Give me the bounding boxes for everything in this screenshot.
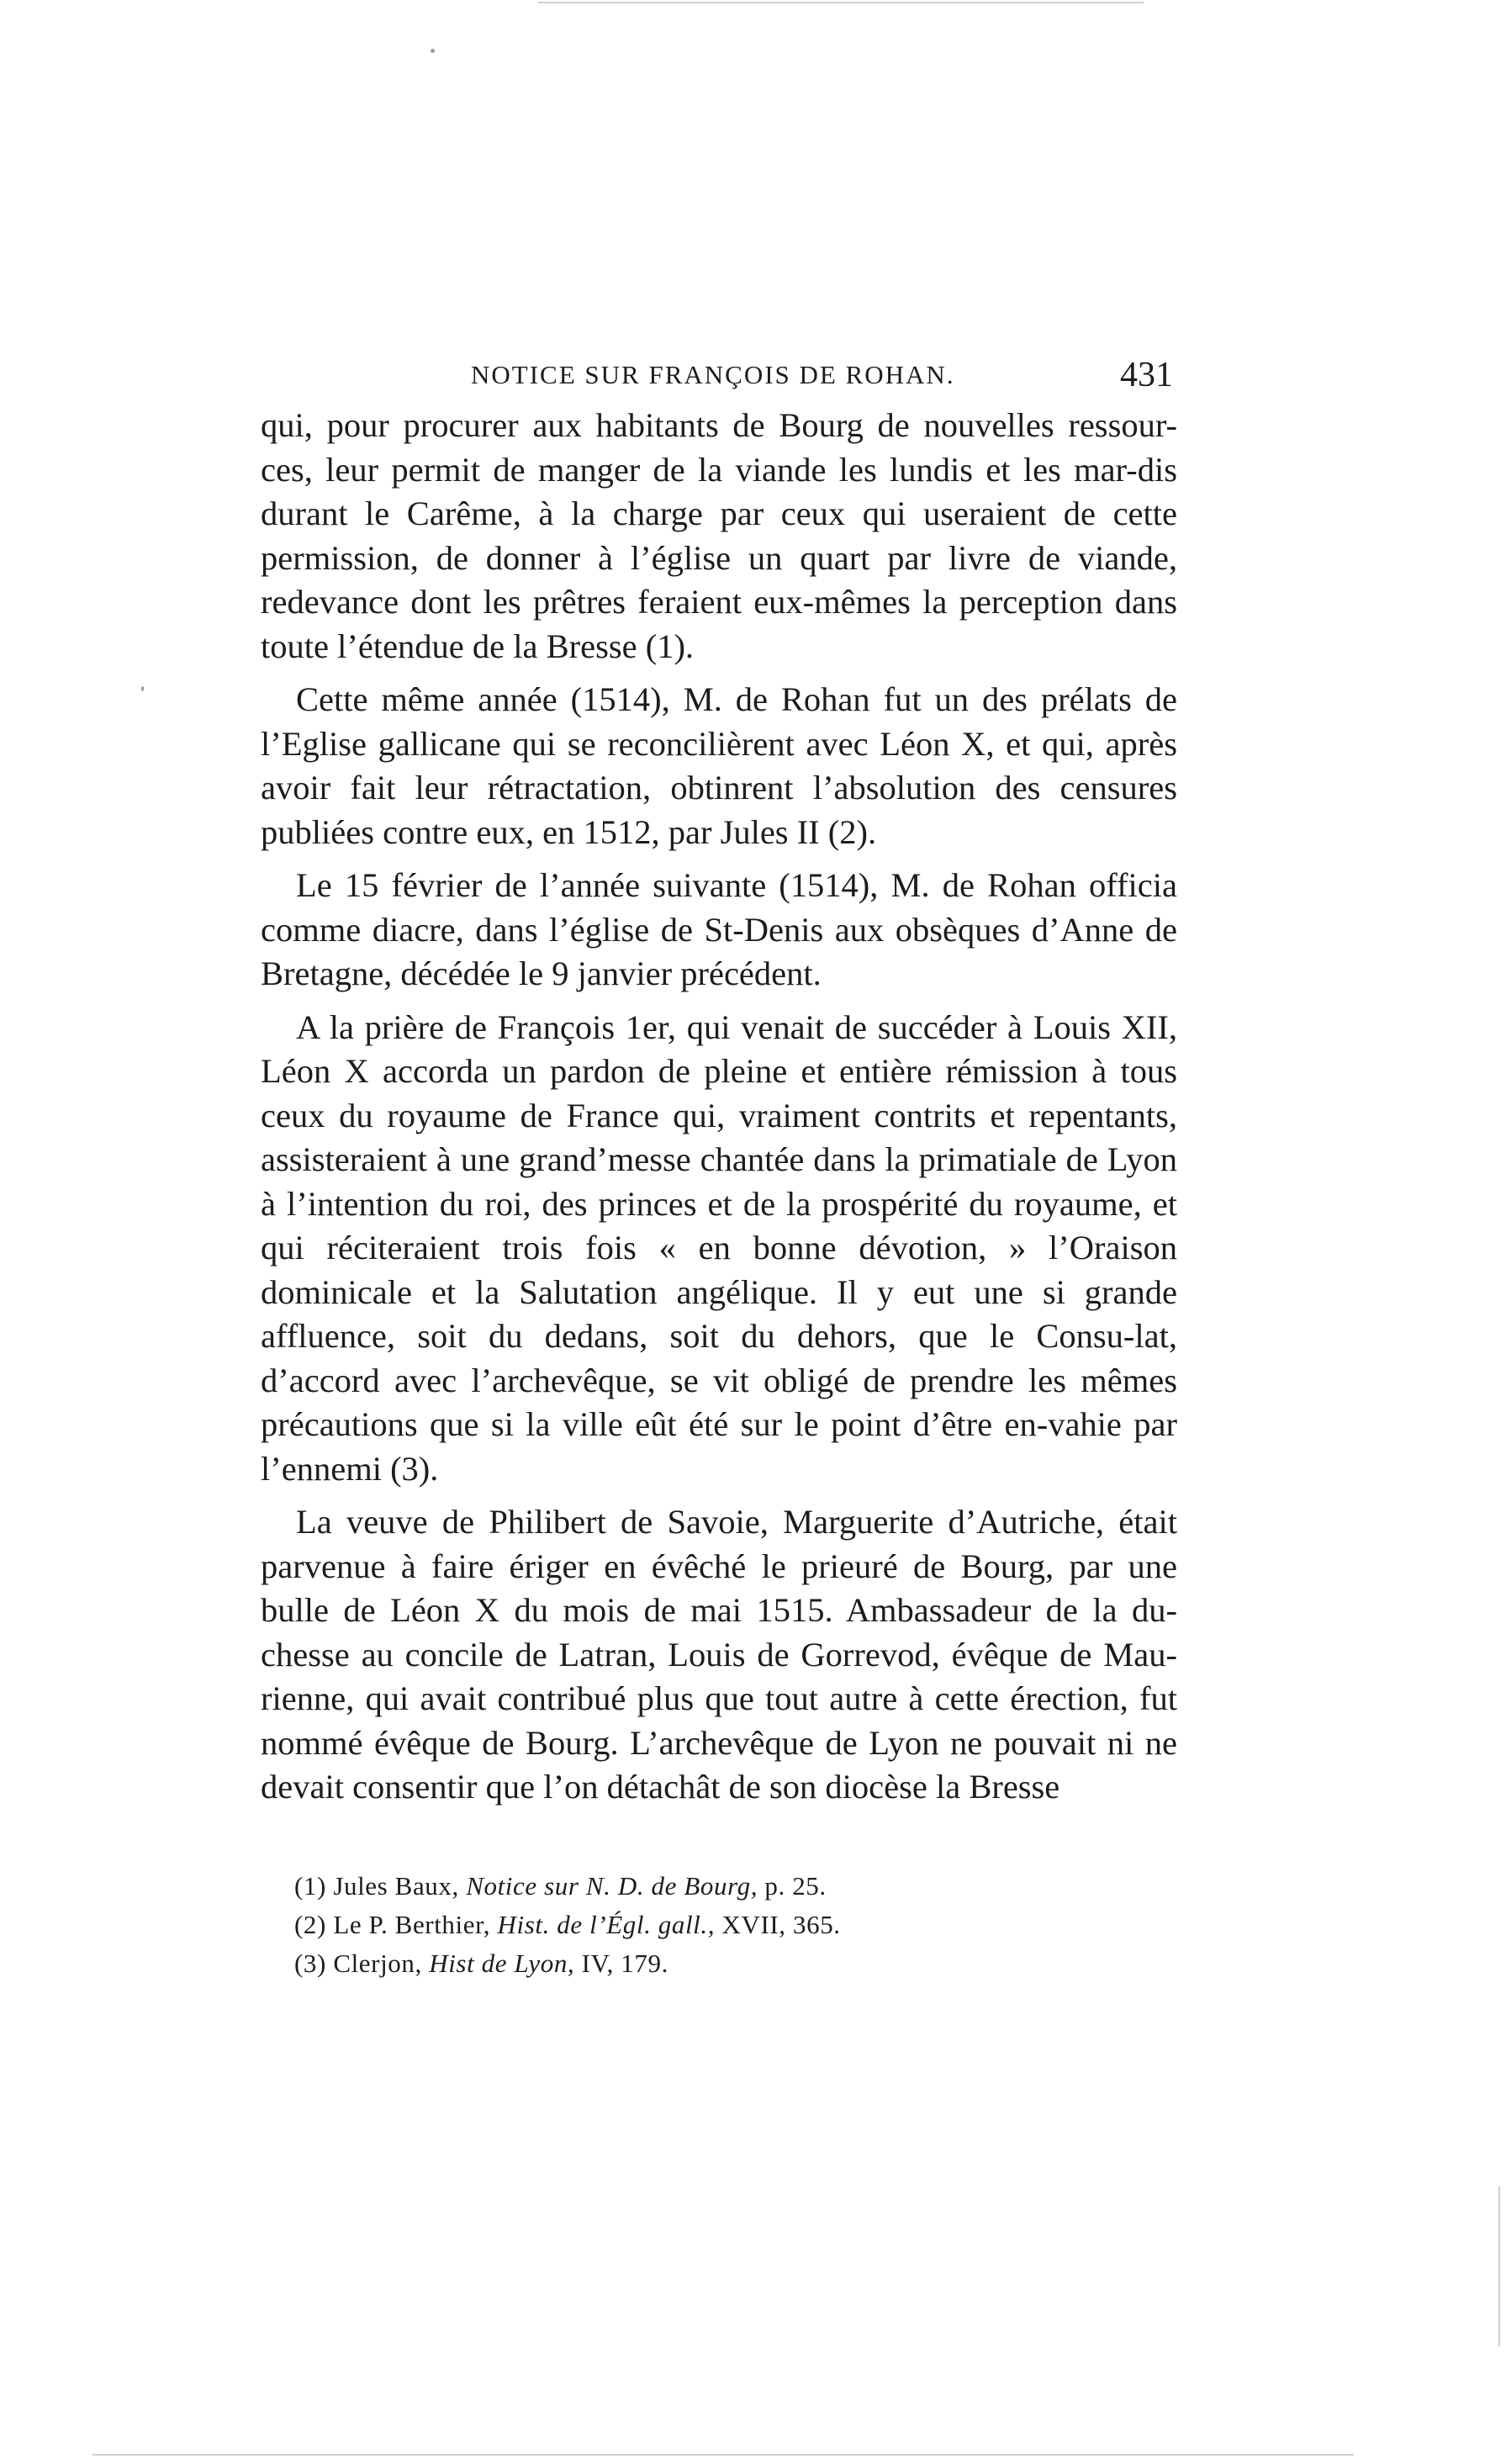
footnote-3 (294, 1944, 1169, 1983)
paragraph-5: La veuve de Philibert de Savoie, Marguerite d’Autriche, était parvenue à faire ériger en évêché le prieuré de Bourg, par une bulle de Léon X du mois de mai 1515. Ambassadeur de la du-chesse au concile de Latran, Louis de Gorrevod, évêque de Mau-rienne, qui avait contribué plus que tout autre à cette érection, fut nommé évêque de Bourg. L’archevêque de Lyon ne pouvait ni ne devait consentir que l’on détachât de son diocèse la Bresse (261, 1503, 1177, 1806)
scan-edge-bottom (92, 2454, 1354, 2456)
footnote-ref: IV, 179. (581, 1948, 668, 1978)
footnote-ref: p. 25. (764, 1871, 827, 1901)
running-header (261, 353, 1177, 404)
footnote-marker: (3) (294, 1948, 326, 1978)
scan-speck (141, 686, 144, 691)
footnote-work: Notice sur N. D. de Bourg, (466, 1871, 758, 1901)
footnote-work: Hist. de l’Égl. gall., (497, 1910, 716, 1939)
footnote-work: Hist de Lyon, (429, 1948, 575, 1978)
scan-speck (431, 49, 435, 53)
footnote-marker: (2) (294, 1910, 326, 1939)
paragraph-1: qui, pour procurer aux habitants de Bourg de nouvelles ressour-ces, leur permit de manger de la viande les lundis et les mar-dis durant le Carême, à la charge par ceux qui useraient de cette permission, de donner à l’église un quart par livre de viande, redevance dont les prêtres feraient eux-mêmes la perception dans toute l’étendue de la Bresse (1). (261, 406, 1177, 665)
footnote-author: Jules Baux, (333, 1871, 459, 1901)
footnote-author: Le P. Berthier, (333, 1910, 491, 1939)
footnotes (294, 1867, 1169, 1983)
footnote-1 (294, 1867, 1169, 1906)
footnote-ref: XVII, 365. (721, 1910, 841, 1939)
footnote-2 (294, 1906, 1169, 1944)
footnote-marker: (1) (294, 1871, 326, 1901)
scan-edge-top (538, 2, 1144, 3)
footnote-author: Clerjon, (333, 1948, 422, 1978)
paragraph-4: A la prière de François 1er, qui venait de succéder à Louis XII, Léon X accorda un pardon de pleine et entière rémission à tous ceux du royaume de France qui, vraiment contrits et repentants, assisteraient à une grand’messe chantée dans la primatiale de Lyon à l’intention du roi, des princes et de la prospérité du royaume, et qui réciteraient trois fois « en bonne dévotion, » l’Oraison dominicale et la Salutation angélique. Il y eut une si grande affluence, soit du dedans, soit du dehors, que le Consu-lat, d’accord avec l’archevêque, se vit obligé de prendre les mêmes précautions que si la ville eût été sur le point d’être en-vahie par l’ennemi (3). (261, 1007, 1177, 1488)
main-text (261, 404, 1177, 1819)
paragraph-3: Le 15 février de l’année suivante (1514), M. de Rohan officia comme diacre, dans l’église de St-Denis aux obsèques d’Anne de Bretagne, décédée le 9 janvier précédent. (261, 866, 1177, 992)
running-title: NOTICE SUR FRANÇOIS DE ROHAN. (471, 360, 955, 389)
page-number: 431 (1120, 356, 1173, 394)
paragraph-2: Cette même année (1514), M. de Rohan fut un des prélats de l’Eglise gallicane qui se reconcilièrent avec Léon X, et qui, après avoir fait leur rétractation, obtinrent l’absolution des censures publiées contre eux, en 1512, par Jules II (2). (261, 680, 1177, 851)
scan-edge-right (1498, 2186, 1500, 2346)
